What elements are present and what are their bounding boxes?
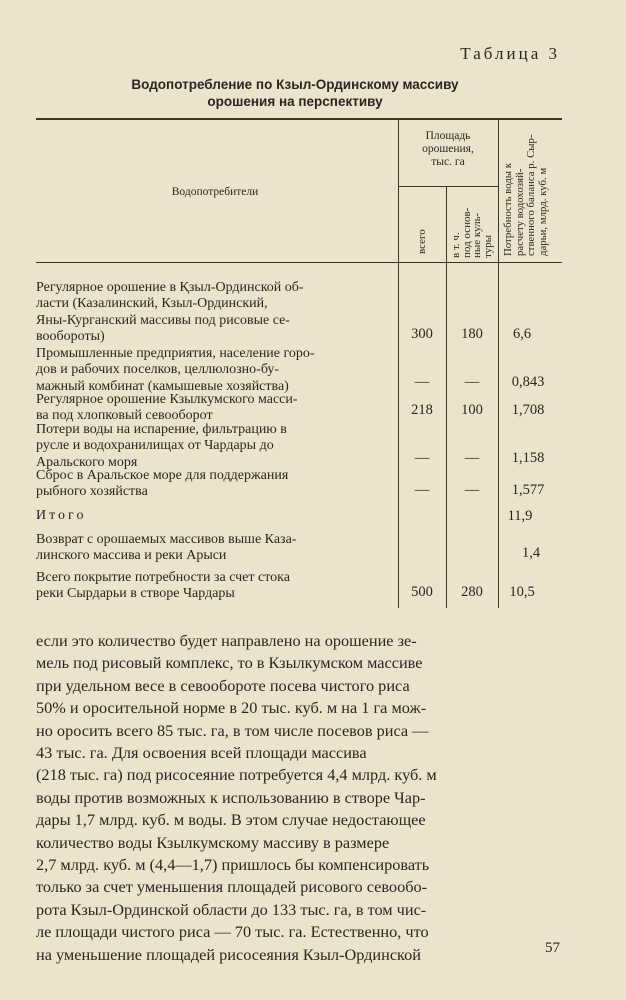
body-paragraph bbox=[36, 630, 562, 966]
table-row-label: Промышленные предприятия, население горо- дов и рабочих поселков, целлюлозно-бу- мажный комбинат (камышевые хозяйства) bbox=[36, 346, 315, 394]
table-cell-need: 0,843 bbox=[511, 374, 545, 390]
table-title bbox=[90, 76, 500, 110]
page-number: 57 bbox=[545, 940, 560, 956]
table-label: Таблица 3 bbox=[460, 44, 560, 63]
table-cell-main: 180 bbox=[461, 326, 483, 342]
body-line: на уменьшение площадей рисосеяния Кзыл-Ординской bbox=[36, 944, 421, 964]
header-bottom-rule bbox=[36, 262, 562, 263]
body-line: если это количество будет направлено на орошение зе- bbox=[36, 631, 417, 650]
table-cell-main: — bbox=[464, 450, 480, 466]
body-line: количество воды Кзылкумскому массиву в размере bbox=[36, 832, 390, 852]
body-line: при удельном весе в севообороте посева чистого риса bbox=[36, 675, 410, 695]
body-line: 43 тыс. га. Для освоения всей площади массива bbox=[36, 743, 367, 763]
body-line: дары 1,7 млрд. куб. м воды. В этом случае недостающее bbox=[36, 810, 426, 830]
body-line: но оросить всего 85 тыс. га, в том числе посевов риса — bbox=[36, 720, 429, 740]
header-water-need: Потребность воды к расчету водохозяй- ственного баланса р. Сыр- дарьи, млрд. куб. м bbox=[502, 134, 549, 256]
column-divider-1 bbox=[398, 118, 399, 608]
table-title-line-1: Водопотребление по Кзыл-Ординскому массиву bbox=[131, 77, 459, 92]
table-top-rule bbox=[36, 118, 562, 120]
area-group-rule bbox=[398, 186, 498, 187]
table-cell-need: 1,708 bbox=[511, 402, 545, 418]
body-line: воды против возможных к использованию в створе Чар- bbox=[36, 787, 426, 807]
header-main-crops: в т. ч. под основ- ные куль- туры bbox=[450, 207, 494, 258]
header-area-group: Площадь орошения, тыс. га bbox=[422, 130, 474, 168]
body-line: 2,7 млрд. куб. м (4,4—1,7) пришлось бы компенсировать bbox=[36, 855, 430, 875]
table-cell-total: — bbox=[414, 450, 430, 466]
table-cell-need: 6,6 bbox=[512, 326, 532, 342]
table-cell-main: 280 bbox=[461, 584, 483, 600]
table-cell-total: 300 bbox=[411, 326, 433, 342]
table-cell-need: 1,158 bbox=[511, 450, 545, 466]
table-cell-need: 1,577 bbox=[511, 482, 545, 498]
table-cell-need: 11,9 bbox=[507, 508, 533, 524]
body-line: ле площади чистого риса — 70 тыс. га. Естественно, что bbox=[36, 922, 429, 942]
body-line: (218 тыс. га) под рисосеяние потребуется 4,4 млрд. куб. м bbox=[36, 765, 437, 785]
table-cell-need: 1,4 bbox=[521, 545, 541, 561]
body-line: мель под рисовый комплекс, то в Кзылкумском массиве bbox=[36, 653, 423, 673]
body-line: 50% и оросительной норме в 20 тыс. куб. м на 1 га мож- bbox=[36, 698, 427, 718]
table-row-label: Всего покрытие потребности за счет стока реки Сырдарьи в створе Чардары bbox=[36, 570, 290, 602]
table-row-label: Регулярное орошение Кзылкумского масси- ва под хлопковый севооборот bbox=[36, 392, 298, 424]
table-cell-need: 10,5 bbox=[509, 584, 535, 600]
table-row-label: Регулярное орошение в Қзыл-Ординской об- ласти (Казалинский, Кзыл-Ординский, Яны-Курганский массивы под рисовые се- вообороты) bbox=[36, 280, 304, 344]
header-total: всего bbox=[416, 229, 428, 254]
table-cell-total: — bbox=[414, 374, 430, 390]
table-cell-total: 218 bbox=[411, 402, 433, 418]
table-row-label: Сброс в Аральское море для поддержания рыбного хозяйства bbox=[36, 468, 289, 500]
column-divider-2 bbox=[446, 186, 447, 608]
table-cell-total: 500 bbox=[411, 584, 433, 600]
table-title-line-2: орошения на перспективу bbox=[207, 94, 383, 109]
table-row-label-total: Итого bbox=[36, 508, 87, 523]
table-cell-main: 100 bbox=[461, 402, 483, 418]
body-line: рота Кзыл-Ординской области до 133 тыс. га, в том чис- bbox=[36, 899, 427, 919]
column-divider-3 bbox=[498, 118, 499, 608]
table-row-label: Потери воды на испарение, фильтрацию в русле и водохранилищах от Чардары до Аральского моря bbox=[36, 422, 287, 470]
table-cell-total: — bbox=[414, 482, 430, 498]
body-line: только за счет уменьшения площадей рисового севообо- bbox=[36, 877, 428, 897]
table-row-label: Возврат с орошаемых массивов выше Каза- линского массива и реки Арыси bbox=[36, 532, 297, 564]
table-cell-main: — bbox=[464, 374, 480, 390]
table-cell-main: — bbox=[464, 482, 480, 498]
header-consumers: Водопотребители bbox=[171, 186, 259, 198]
